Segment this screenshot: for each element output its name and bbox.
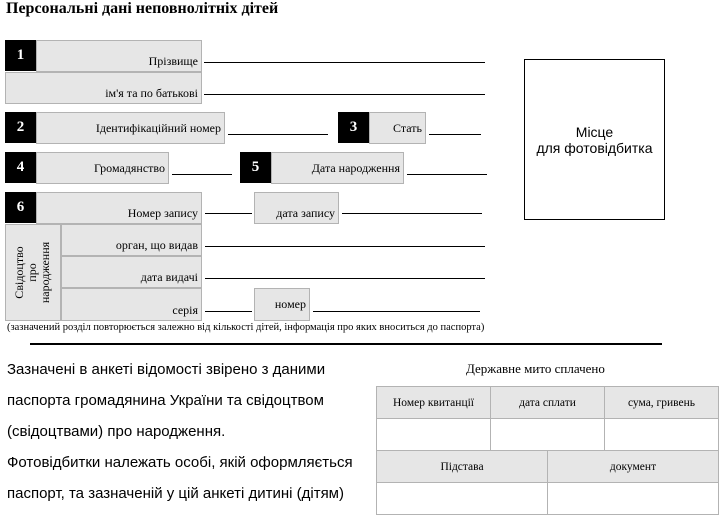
issuing-authority-field[interactable] (205, 246, 485, 247)
series-field[interactable] (205, 311, 252, 312)
payment-date-cell[interactable] (491, 419, 605, 451)
issuing-authority-label: орган, що видав (61, 224, 202, 256)
sex-label: Стать (369, 112, 426, 144)
record-date-label: дата запису (254, 192, 339, 224)
basis-cell[interactable] (377, 483, 548, 515)
repeat-note: (зазначений розділ повторюється залежно від кількості дітей, інформація про яких вноситься до паспорта) (7, 322, 485, 333)
document-cell[interactable] (548, 483, 719, 515)
section-number-5: 5 (240, 152, 271, 183)
statement-line: паспорт, та зазначеній у цій анкеті дитині (дітям) (7, 485, 344, 502)
amount-cell[interactable] (605, 419, 719, 451)
id-number-field[interactable] (228, 134, 328, 135)
receipt-number-cell[interactable] (377, 419, 491, 451)
photo-line-2: для фотовідбитка (536, 139, 653, 156)
statement-line: паспорта громадянина України та свідоцтвом (7, 392, 324, 409)
issue-date-field[interactable] (205, 278, 485, 279)
section-number-2: 2 (5, 112, 36, 143)
statement-line: Зазначені в анкеті відомості звірено з даними (7, 361, 326, 378)
series-label: серія (61, 288, 202, 321)
birth-certificate-label: Свідоцтво про народження (5, 224, 61, 321)
verification-statement (7, 354, 353, 509)
citizenship-label: Громадянство (36, 152, 169, 184)
photo-line-1: Місце (575, 123, 614, 140)
fee-title: Державне мито сплачено (466, 361, 605, 376)
basis-header: Підстава (377, 451, 548, 483)
fee-table (376, 386, 719, 451)
name-patronymic-label: ім'я та по батькові (5, 72, 202, 104)
receipt-number-header: Номер квитанції (377, 387, 491, 419)
number-field[interactable] (313, 311, 480, 312)
payment-date-header: дата сплати (491, 387, 605, 419)
amount-header: сума, гривень (605, 387, 719, 419)
section-divider (30, 343, 662, 345)
basis-table (376, 450, 719, 515)
statement-line: Фотовідбитки належать особі, якій оформляється (7, 454, 353, 471)
issue-date-label: дата видачі (61, 256, 202, 288)
id-number-label: Ідентифікаційний номер (36, 112, 225, 144)
sex-field[interactable] (429, 134, 481, 135)
birth-date-field[interactable] (407, 174, 487, 175)
document-header: документ (548, 451, 719, 483)
section-number-1: 1 (5, 40, 36, 71)
page-title: Персональні дані неповнолітніх дітей (6, 0, 279, 17)
birth-date-label: Дата народження (271, 152, 404, 184)
section-number-4: 4 (5, 152, 36, 183)
surname-label: Прізвище (36, 40, 202, 72)
surname-field[interactable] (204, 62, 485, 63)
citizenship-field[interactable] (172, 174, 232, 175)
record-date-field[interactable] (342, 213, 482, 214)
photo-placeholder (524, 59, 665, 220)
section-number-6: 6 (5, 192, 36, 223)
record-number-label: Номер запису (36, 192, 202, 224)
name-patronymic-field[interactable] (204, 94, 485, 95)
number-label: номер (254, 288, 310, 321)
record-number-field[interactable] (205, 213, 252, 214)
section-number-3: 3 (338, 112, 369, 143)
statement-line: (свідоцтвами) про народження. (7, 423, 226, 440)
